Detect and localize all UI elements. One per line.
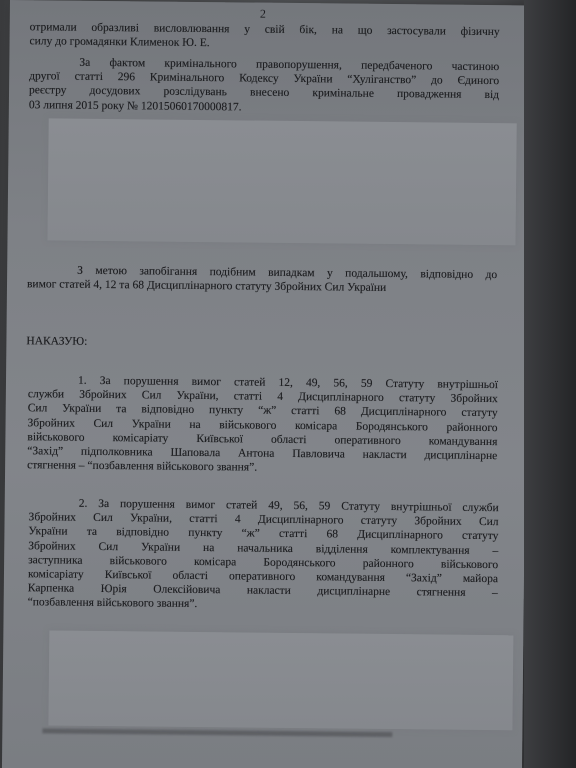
background-edge	[524, 0, 576, 768]
text-line: 2. За порушення вимог статей 49, 56, 59 Статуту внутрішньої служби	[78, 497, 499, 515]
redacted-area-2	[48, 630, 513, 730]
text-line: України та відповідно пункту “ж” статті 68 Дисциплінарного статуту	[28, 525, 499, 543]
text-line: З метою запобігання подібним випадкам у подальшому, відповідно до	[77, 264, 498, 282]
text-line: другої статті 296 Кримінального Кодексу України “Хуліганство” до Єдиного	[29, 70, 500, 88]
text-line: реєстру досудових розслідувань внесено кримінальне провадження від	[28, 84, 500, 102]
page-number: 2	[259, 6, 266, 21]
text-line: військового комісаріату Київської області оперативного командування	[27, 431, 498, 448]
redacted-area-1	[47, 118, 516, 245]
text-line: 03 липня 2015 року № 12015060170000817.	[28, 98, 242, 114]
paragraph-2	[29, 55, 500, 117]
text-line: комісаріату Київської області оперативного командування “Захід” майора	[27, 568, 499, 586]
text-line: отримали образливі висловлювання у свій бік, на що застосували фізичну	[29, 21, 500, 39]
paragraph-1	[29, 20, 499, 53]
text-line: стягнення – “позбавлення військового звання”.	[27, 459, 258, 474]
text-line: 1. За порушення вимог статей 12, 49, 56, 59 Статуту внутрішньої	[77, 374, 499, 392]
order-item-2	[28, 496, 499, 615]
text-line: силу до громадянки Клименок Ю. Е.	[29, 35, 210, 50]
text-line: вимог статей 4, 12 та 68 Дисциплінарного статуту Збройних Сил України	[26, 278, 387, 295]
order-item-1	[27, 373, 498, 477]
text-line: За фактом кримінального правопорушення, передбаченого частиною	[79, 56, 500, 74]
text-line: “Захід” підполковника Шаповала Антона Павловича накласти дисциплінарне	[27, 445, 498, 463]
text-line: Збройних Сил України, статті 4 Дисциплінарного статуту Збройних Сил	[28, 511, 499, 529]
text-line: Збройних Сил України на військового комісара Бородянського районного	[27, 416, 498, 434]
illegible-text-fragment	[42, 728, 392, 737]
order-heading: НАКАЗУЮ:	[26, 335, 88, 348]
text-line: Карпенка Юрія Олексійовича накласти дисциплінарне стягнення –	[27, 582, 498, 600]
document-sheet	[2, 0, 530, 768]
text-line: Сил України та відповідно пункту “ж” статті 68 Дисциплінарного статуту	[27, 402, 498, 420]
text-line: служби Збройних Сил України, статті 4 Дисциплінарного статуту Збройних	[27, 388, 498, 406]
text-line: “позбавлення військового звання”.	[27, 596, 198, 611]
text-line: заступника військового комісара Бородянського районного військового	[28, 554, 499, 571]
paragraph-3	[27, 263, 497, 296]
text-line: Збройних Сил України на начальника відділення комплектування –	[28, 539, 499, 557]
